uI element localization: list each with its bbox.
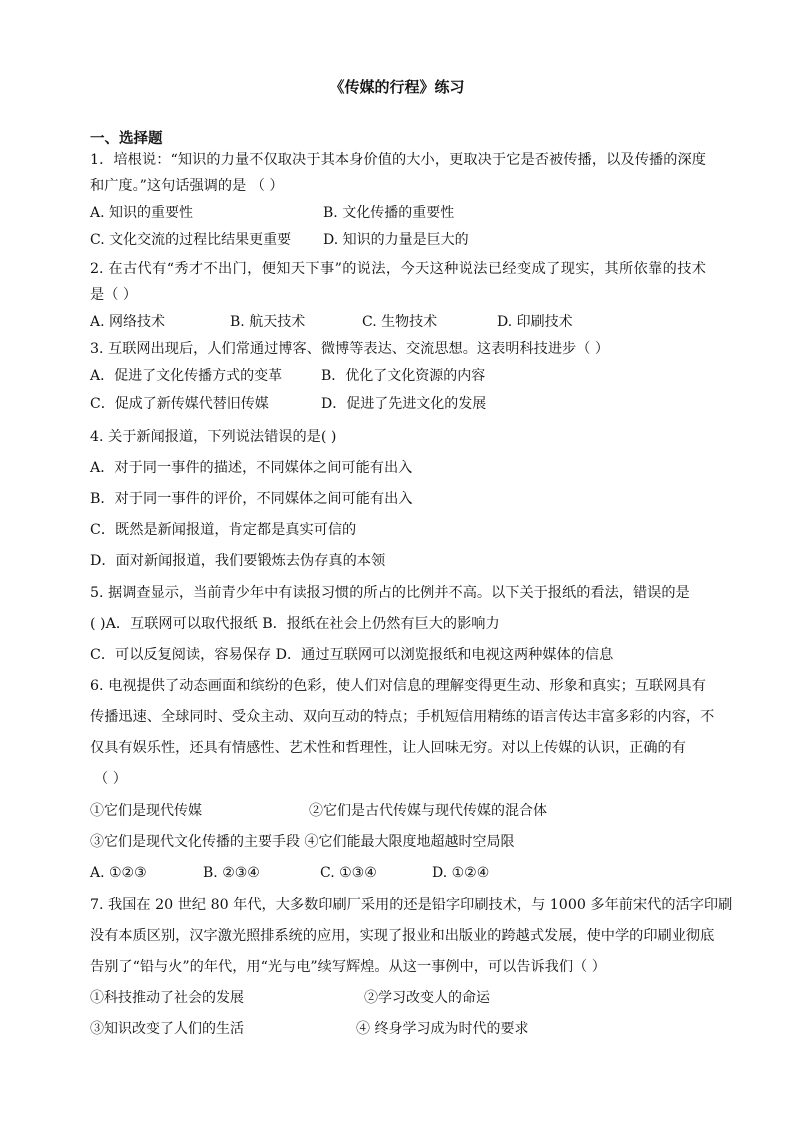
question-3-option-a: A．促进了文化传播方式的变革 [90, 368, 283, 384]
question-4-option-b: B．对于同一事件的评价，不同媒体之间可能有出入 [90, 491, 413, 507]
question-6-option-a: A. ①②③ [90, 865, 147, 881]
question-5-line-2: ( )A．互联网可以取代报纸 B．报纸在社会上仍然有巨大的影响力 [90, 616, 500, 632]
question-6-line-2: 传播迅速、全球同时、受众主动、双向互动的特点；手机短信用精练的语言传达丰富多彩的内容，不 [90, 709, 715, 725]
question-7-line-1: 7. 我国在 20 世纪 80 年代，大多数印刷厂采用的还是铅字印刷技术，与 1000 多年前宋代的活字印刷 [90, 897, 733, 913]
question-2-line-2: 是（ ） [90, 287, 138, 303]
question-7-statement-4: ④ 终身学习成为时代的要求 [356, 1021, 529, 1037]
question-1-option-b: B. 文化传播的重要性 [323, 205, 455, 221]
question-4-option-c: C．既然是新闻报道，肯定都是真实可信的 [90, 522, 357, 538]
question-7-line-2: 没有本质区别，汉字激光照排系统的应用，实现了报业和出版业的跨越式发展，使中学的印刷业彻底 [90, 928, 715, 944]
question-2-line-1: 2. 在古代有“秀才不出门，便知天下事”的说法，今天这种说法已经变成了现实，其所依靠的技术 [90, 261, 706, 277]
question-2-option-b: B. 航天技术 [230, 314, 306, 330]
page-title: 《传媒的行程》练习 [329, 78, 465, 96]
question-7-statement-3: ③知识改变了人们的生活 [90, 1021, 244, 1037]
question-2-option-a: A. 网络技术 [90, 314, 166, 330]
question-5-line-3: C．可以反复阅读，容易保存 D．通过互联网可以浏览报纸和电视这两种媒体的信息 [90, 647, 614, 663]
question-2-option-d: D. 印刷技术 [497, 314, 573, 330]
question-1-option-c: C. 文化交流的过程比结果更重要 [90, 232, 292, 248]
question-2-option-c: C. 生物技术 [362, 314, 438, 330]
question-1-option-d: D. 知识的力量是巨大的 [323, 232, 469, 248]
question-6-statement-3-4: ③它们是现代文化传播的主要手段 ④它们能最大限度地超越时空局限 [90, 834, 515, 850]
question-3-option-d: D．促进了先进文化的发展 [321, 396, 487, 412]
question-1-line-2: 和广度。”这句话强调的是 （ ） [90, 178, 284, 194]
question-6-statement-1: ①它们是现代传媒 [90, 803, 202, 819]
question-3-option-c: C．促成了新传媒代替旧传媒 [90, 396, 269, 412]
question-7-statement-2: ②学习改变人的命运 [364, 990, 490, 1006]
section-heading: 一、选择题 [90, 131, 163, 147]
question-1-option-a: A. 知识的重要性 [90, 205, 194, 221]
question-7-line-3: 告别了“铅与火”的年代，用“光与电”续写辉煌。从这一事例中，可以告诉我们（ ） [90, 959, 606, 975]
question-6-option-d: D. ①②④ [432, 865, 490, 881]
question-3-line-1: 3. 互联网出现后，人们常通过博客、微博等表达、交流思想。这表明科技进步（ ） [90, 341, 610, 357]
question-6-option-c: C. ①③④ [320, 865, 377, 881]
question-6-line-4: （ ） [94, 771, 127, 787]
question-7-statement-1: ①科技推动了社会的发展 [90, 990, 244, 1006]
question-4-line-1: 4. 关于新闻报道，下列说法错误的是( ) [90, 429, 337, 445]
question-4-option-a: A．对于同一事件的描述，不同媒体之间可能有出入 [90, 460, 413, 476]
question-3-option-b: B．优化了文化资源的内容 [321, 368, 486, 384]
question-6-line-3: 仅具有娱乐性，还具有情感性、艺术性和哲理性，让人回味无穷。对以上传媒的认识，正确的有 [90, 740, 686, 756]
question-1-line-1: 1．培根说：“知识的力量不仅取决于其本身价值的大小，更取决于它是否被传播，以及传播的深度 [90, 152, 706, 168]
question-6-line-1: 6. 电视提供了动态画面和缤纷的色彩，使人们对信息的理解变得更生动、形象和真实；互联网具有 [90, 678, 706, 694]
question-5-line-1: 5. 据调查显示，当前青少年中有读报习惯的所占的比例并不高。以下关于报纸的看法，错误的是 [90, 585, 690, 601]
question-6-option-b: B. ②③④ [203, 865, 260, 881]
question-6-statement-2: ②它们是古代传媒与现代传媒的混合体 [309, 803, 547, 819]
question-4-option-d: D．面对新闻报道，我们要锻炼去伪存真的本领 [90, 553, 386, 569]
